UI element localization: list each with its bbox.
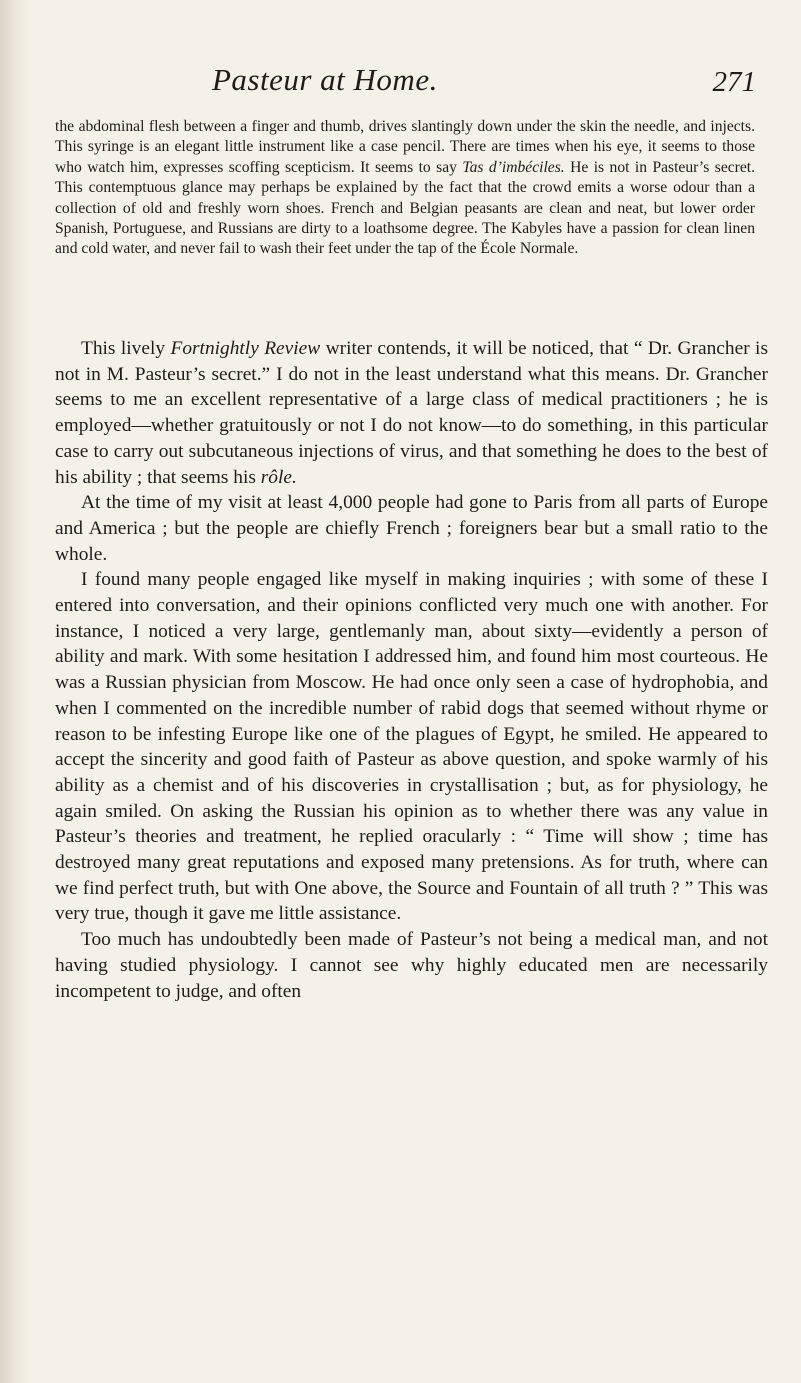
p1-text-start: This lively (81, 338, 171, 359)
paragraph-2: At the time of my visit at least 4,000 people had gone to Paris from all parts of Europe and America ; but the people are chiefly French ; foreigners bear but a small ratio to the whole. (55, 492, 768, 565)
quote-text-start: the abdominal flesh between a finger and thumb, drives slantingly down under the skin the needle, and injects. This syringe is an elegant little instrument like a case pencil. There are times when his eye, it seems to those who watch him, expresses scoffing scepticism. It seems to say (55, 118, 755, 176)
quote-italic-phrase: Tas d’imbéciles. (462, 158, 565, 176)
paragraph-1 (55, 336, 768, 490)
paragraph-4: Too much has undoubtedly been made of Pasteur’s not being a medical man, and not having studied physiology. I cannot see why highly educated men are necessarily incompetent to judge, and often (55, 929, 768, 1002)
page-header (56, 46, 756, 106)
paragraph-3: I found many people engaged like myself in making inquiries ; with some of these I entered into conversation, and their opinions conflicted very much one with another. For instance, I noticed a very large, gentlemanly man, about sixty—evidently a person of ability and mark. With some hesitation I addressed him, and found him most courteous. He was a Russian physician from Moscow. He had once only seen a case of hydrophobia, and when I commented on the incredible number of rabid dogs that seemed without rhyme or reason to be infesting Europe like one of the plagues of Egypt, he smiled. He appeared to accept the sincerity and good faith of Pasteur as above question, and spoke warmly of his ability as a chemist and of his discoveries in crystallisation ; but, as for physiology, he again smiled. On asking the Russian his opinion as to whether there was any value in Pasteur’s theories and treatment, he replied oracularly : “ Time will show ; time has destroyed many great reputations and exposed many pretensions. As for truth, where can we find perfect truth, but with One above, the Source and Fountain of all truth ? ” This was very true, though it gave me little assistance. (55, 569, 768, 925)
quoted-passage (55, 117, 755, 260)
quoted-paragraph (55, 117, 755, 260)
page-gutter-shadow (0, 0, 32, 1383)
p1-italic-title: Fortnightly Review (170, 338, 321, 359)
p1-italic-role: rôle. (260, 466, 297, 488)
page-number: 271 (712, 66, 756, 98)
quote-text-end: He is not in Pasteur’s secret. This contemptuous glance may perhaps be explained by the fact that the crowd emits a worse odour than a collection of old and freshly worn shoes. French and Belgian peasants are clean and neat, but lower order Spanish, Portuguese, and Russians are dirty to a loathsome degree. The Kabyles have a passion for clean linen and cold water, and never fail to wash their feet under the tap of the École Normale. (55, 158, 756, 258)
running-title: Pasteur at Home. (212, 62, 438, 97)
p1-text-middle: writer contends, it will be noticed, that “ Dr. Grancher is not in M. Pasteur’s secret.” I do not in the least understand what this means. Dr. Grancher seems to me an excellent representative of a large class of medical practitioners ; he is employed—whether gratuitously or not I do not know—to do something, in this particular case to carry out subcutaneous injections of virus, and that something he does to the best of his ability ; that seems his (55, 338, 768, 488)
main-text (55, 336, 768, 1004)
